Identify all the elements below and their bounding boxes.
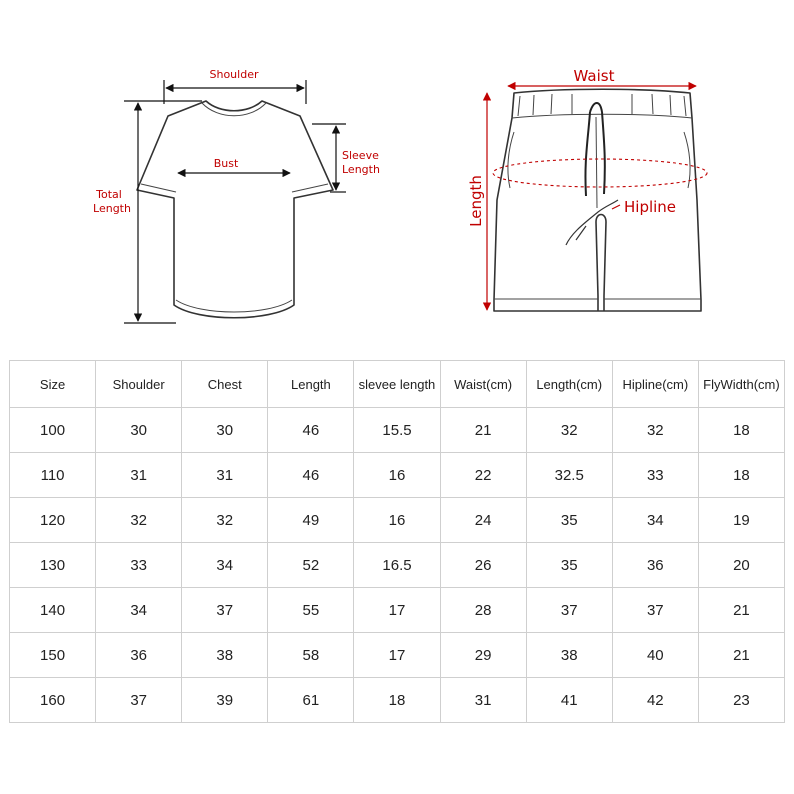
length-dimension [467,93,487,310]
table-row [10,453,785,498]
table-row [10,543,785,588]
sleeve-label-line1: Sleeve [342,149,379,162]
table-row [10,588,785,633]
measurement-cell: 36 [96,633,182,678]
col-header-hipline: Hipline(cm) [612,361,698,408]
measurement-cell: 40 [612,633,698,678]
hipline-label: Hipline [624,198,677,216]
measurement-cell: 32 [526,408,612,453]
size-chart-table [9,360,785,723]
size-cell: 150 [10,633,96,678]
waist-label: Waist [573,67,615,85]
measurement-cell: 37 [182,588,268,633]
table-header-row [10,361,785,408]
total-length-dimension [93,101,202,323]
measurement-cell: 22 [440,453,526,498]
table-body [10,408,785,723]
measurement-cell: 37 [96,678,182,723]
col-header-size: Size [10,361,96,408]
col-header-length: Length [268,361,354,408]
measurement-cell: 49 [268,498,354,543]
measurement-cell: 19 [698,498,784,543]
measurement-cell: 24 [440,498,526,543]
bust-dimension [178,157,290,173]
shoulder-dimension [164,68,306,104]
measurement-cell: 34 [96,588,182,633]
measurement-cell: 52 [268,543,354,588]
total-label-line2: Length [93,202,131,215]
tshirt-drawing [137,101,333,318]
sleeve-length-dimension [312,124,380,192]
measurement-cell: 46 [268,453,354,498]
measurement-cell: 32.5 [526,453,612,498]
measurement-cell: 41 [526,678,612,723]
size-diagram [0,0,794,340]
measurement-cell: 15.5 [354,408,440,453]
measurement-cell: 39 [182,678,268,723]
measurement-cell: 28 [440,588,526,633]
measurement-cell: 30 [96,408,182,453]
size-cell: 100 [10,408,96,453]
measurement-cell: 32 [612,408,698,453]
measurement-cell: 18 [698,453,784,498]
measurement-cell: 42 [612,678,698,723]
measurement-cell: 35 [526,498,612,543]
measurement-cell: 31 [440,678,526,723]
hipline-dimension [493,159,707,216]
col-header-chest: Chest [182,361,268,408]
measurement-cell: 20 [698,543,784,588]
measurement-cell: 33 [96,543,182,588]
sleeve-label-line2: Length [342,163,380,176]
measurement-cell: 31 [96,453,182,498]
table-row [10,633,785,678]
measurement-cell: 35 [526,543,612,588]
table-row [10,498,785,543]
measurement-cell: 36 [612,543,698,588]
measurement-cell: 16 [354,453,440,498]
size-cell: 140 [10,588,96,633]
measurement-cell: 46 [268,408,354,453]
measurement-cell: 38 [182,633,268,678]
table-row [10,678,785,723]
col-header-waist: Waist(cm) [440,361,526,408]
col-header-sleeve-length: slevee length [354,361,440,408]
waist-dimension [508,67,696,86]
measurement-cell: 55 [268,588,354,633]
measurement-cell: 33 [612,453,698,498]
size-cell: 160 [10,678,96,723]
measurement-cell: 34 [182,543,268,588]
measurement-cell: 16.5 [354,543,440,588]
col-header-shorts-length: Length(cm) [526,361,612,408]
measurement-cell: 30 [182,408,268,453]
measurement-cell: 61 [268,678,354,723]
measurement-cell: 32 [96,498,182,543]
measurement-cell: 37 [612,588,698,633]
total-label-line1: Total [96,188,122,201]
measurement-cell: 31 [182,453,268,498]
measurement-cell: 21 [698,633,784,678]
measurement-cell: 58 [268,633,354,678]
size-cell: 110 [10,453,96,498]
measurement-cell: 17 [354,633,440,678]
size-cell: 120 [10,498,96,543]
shoulder-label: Shoulder [209,68,259,81]
measurement-cell: 16 [354,498,440,543]
measurement-cell: 26 [440,543,526,588]
measurement-cell: 29 [440,633,526,678]
col-header-shoulder: Shoulder [96,361,182,408]
measurement-cell: 21 [440,408,526,453]
size-cell: 130 [10,543,96,588]
measurement-cell: 37 [526,588,612,633]
length-label: Length [467,175,485,227]
measurement-cell: 32 [182,498,268,543]
measurement-cell: 34 [612,498,698,543]
measurement-cell: 38 [526,633,612,678]
measurement-cell: 18 [354,678,440,723]
measurement-cell: 17 [354,588,440,633]
measurement-cell: 23 [698,678,784,723]
measurement-cell: 18 [698,408,784,453]
col-header-fly-width: FlyWidth(cm) [698,361,784,408]
bust-label: Bust [213,157,239,170]
table-row [10,408,785,453]
measurement-cell: 21 [698,588,784,633]
